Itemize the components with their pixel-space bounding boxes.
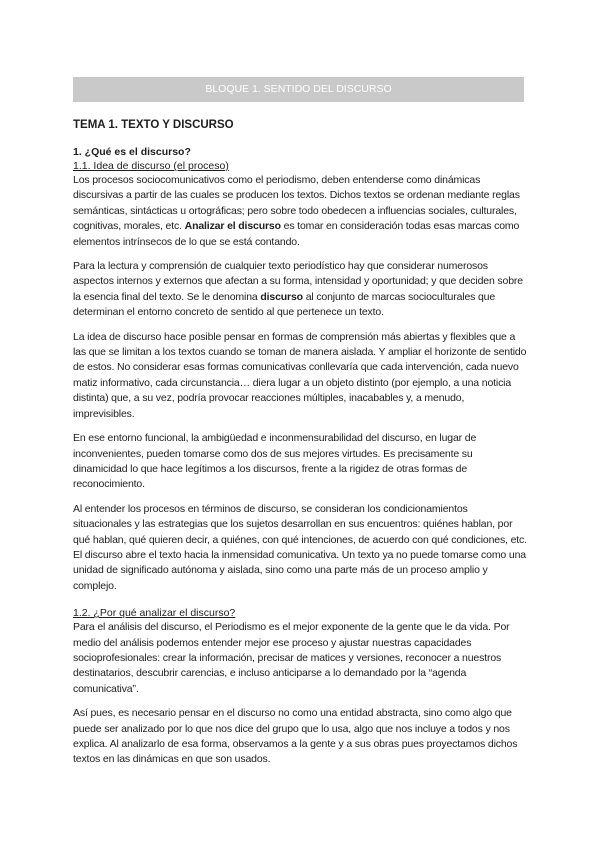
- document-body: [73, 118, 528, 777]
- bold-term: Analizar el discurso: [184, 220, 281, 233]
- tema-title: TEMA 1. TEXTO Y DISCURSO: [73, 119, 234, 131]
- paragraph: Así pues, es necesario pensar en el discurso no como una entidad abstracta, sino como algo que puede ser analizado por lo que nos dice del grupo que lo usa, algo que nos incluye a todos y nos explica. Al analizarlo de esa forma, observamos a la gente y a sus obras pues proyectamos dichos textos en las dinámicas en que son usados.: [73, 707, 518, 766]
- paragraph: La idea de discurso hace posible pensar en formas de comprensión más abiertas y flexibles que a las que se limitan a los textos cuando se toman de manera aislada. Y ampliar el horizonte de sentido de estos. No considerar esas formas comunicativas conllevaría que cada intervención, cada nuevo matiz informativo, cada circunstancia… diera lugar a un objeto distinto (por ejemplo, a una noticia distinta) que, a su vez, podría provocar reacciones múltiples, inacabables y, a menudo, imprevisibles.: [73, 330, 527, 420]
- section-heading-1: 1. ¿Qué es el discurso?: [73, 146, 191, 158]
- subsection-heading-1-1: 1.1. Idea de discurso (el proceso): [73, 160, 229, 172]
- paragraph: En ese entorno funcional, la ambigüedad e inconmensurabilidad del discurso, en lugar de inconvenientes, pueden tomarse como dos de sus mejores virtudes. Es precisamente su dinamicidad lo que hace legítimos a los discursos, frente a la rigidez de otras formas de reconocimiento.: [73, 432, 477, 491]
- paragraph: Para la lectura y comprensión de cualquier texto periodístico hay que considerar numerosos aspectos internos y externos que afectan a su forma, intensidad y oportunidad; y que deciden sobre la esencia final del texto. Se le denomina discurso al conjunto de marcas socioculturales que determinan el entorno concreto de sentido al que pertenece un texto.: [73, 260, 523, 319]
- paragraph: Al entender los procesos en términos de discurso, se consideran los condicionamientos situacionales y las estrategias que los sujetos desarrollan en sus encuentros: quiénes hablan, por qué hablan, qué quieren decir, a quiénes, con qué intenciones, de acuerdo con qué condiciones, etc. El discurso abre el texto hacia la inmensidad comunicativa. Un texto ya no puede tomarse como una unidad de significado autónoma y aislada, sino como una parte más de un proceso amplio y complejo.: [73, 502, 527, 592]
- subsection-heading-1-2: 1.2. ¿Por qué analizar el discurso?: [73, 607, 236, 620]
- paragraph: Para el análisis del discurso, el Periodismo es el mejor exponente de la gente que le da vida. Por medio del análisis podemos entender mejor ese proceso y ajustar nuestras capacidades socioprofesionales: crear la información, precisar de matices y versiones, reconocer a nuestros destinatarios, descubrir carencias, e incluso anticiparse a lo demandado por la “agenda comunicativa”.: [73, 621, 510, 695]
- block-banner: BLOQUE 1. SENTIDO DEL DISCURSO: [73, 77, 524, 102]
- paragraph: Los procesos sociocomunicativos como el periodismo, deben entenderse como dinámicas discursivas a partir de las cuales se producen los textos. Dichos textos se ordenan mediante reglas semánticas, sintácticas u ortográficas; pero sobre todo obedecen a influencias sociales, culturales, cognitivas, morales, etc. Analizar el discurso es tomar en consideración todas esas marcas como elementos intrínsecos de lo que se está contando.: [73, 174, 520, 248]
- bold-term: discurso: [260, 290, 303, 303]
